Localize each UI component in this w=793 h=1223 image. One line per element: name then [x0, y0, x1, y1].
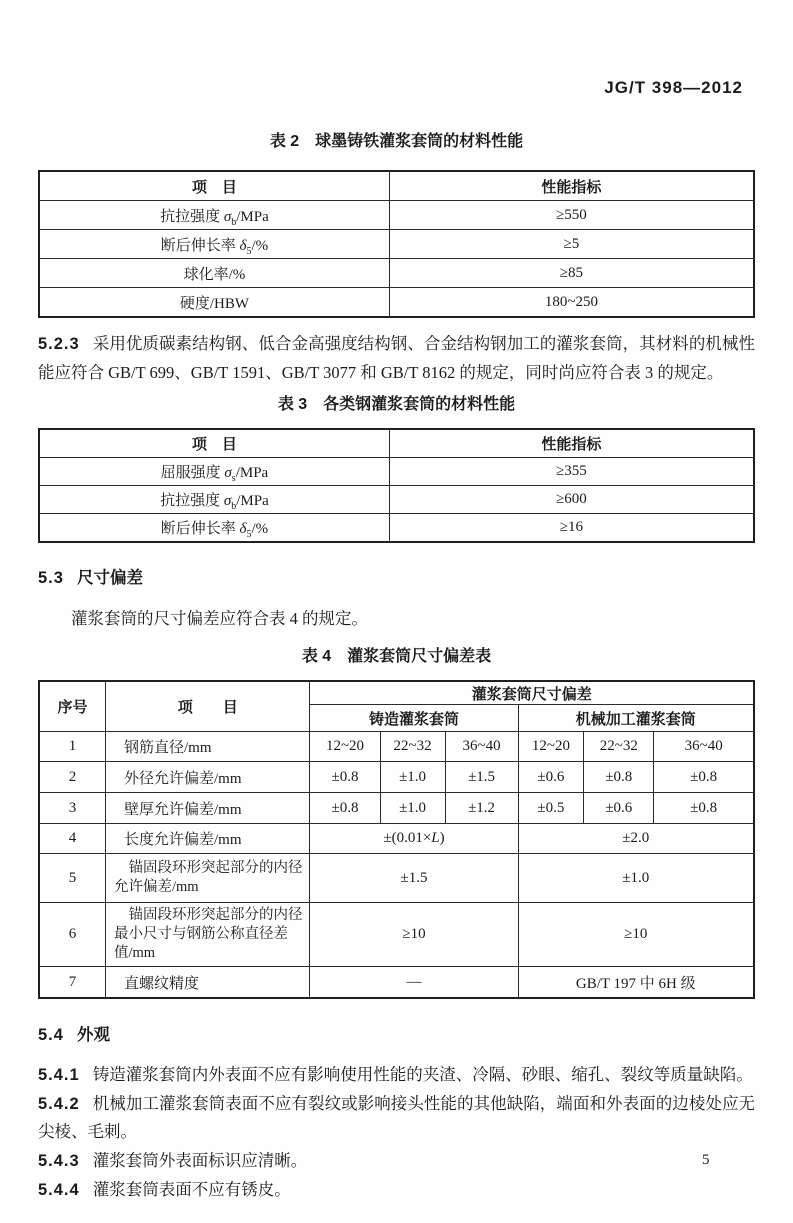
table-row [39, 762, 754, 793]
table-2-material-properties-ductile-iron [38, 170, 755, 318]
table-4-dimension-tolerances [38, 680, 755, 999]
length-variable: L [431, 830, 440, 846]
clause-5-4-4 [38, 1176, 755, 1204]
table-row [39, 732, 754, 762]
table-row [39, 967, 754, 999]
section-number: 5.3 [38, 569, 64, 587]
symbol: σ [223, 493, 232, 509]
section-number: 5.4 [38, 1026, 64, 1044]
symbol-subscript: 5 [246, 245, 252, 257]
section-title: 外观 [76, 1026, 110, 1044]
table2-col-index: 性能指标 [389, 171, 754, 201]
section-5-3-heading [38, 567, 755, 589]
label-part: 屈服强度 [160, 465, 225, 481]
table4-group-cast: 铸造灌浆套筒 [310, 705, 518, 732]
item-cell: 壁厚允许偏差/mm [105, 793, 309, 824]
item-cell: 锚固段环形突起部分的内径最小尺寸与钢筋公称直径差值/mm [105, 903, 309, 967]
clause-number: 5.4.4 [38, 1181, 80, 1199]
value-cell: ±0.8 [584, 762, 654, 793]
value-cell: ±1.0 [380, 793, 445, 824]
label-part: /% [251, 521, 269, 537]
clause-number: 5.4.3 [38, 1152, 80, 1170]
label-part: 断后伸长率 [160, 237, 240, 254]
item-cell: 钢筋直径/mm [105, 732, 309, 762]
section-title: 尺寸偏差 [76, 569, 143, 587]
value-cell: ≥5 [389, 230, 754, 259]
table-row [39, 854, 754, 903]
value-cell-cast: — [310, 967, 518, 999]
value-cell-machined: ±1.0 [518, 854, 754, 903]
item-cell: 外径允许偏差/mm [105, 762, 309, 793]
symbol-subscript: b [231, 216, 237, 228]
table-row [39, 259, 754, 288]
item-cell [39, 514, 389, 543]
table-row [39, 824, 754, 854]
value-part: ±(0.01× [383, 830, 432, 846]
value-cell-cast: ≥10 [310, 903, 518, 967]
seq-cell: 5 [39, 854, 105, 903]
item-cell: 直螺纹精度 [105, 967, 309, 999]
item-cell [39, 201, 389, 230]
value-cell: ±0.8 [310, 762, 380, 793]
value-cell: ±1.5 [445, 762, 518, 793]
table4-group-title: 灌浆套筒尺寸偏差 [310, 681, 754, 705]
label-part: 抗拉强度 [160, 208, 224, 225]
value-cell-machined: ±2.0 [518, 824, 754, 854]
table4-col-seq: 序号 [39, 681, 105, 732]
table4-header-row-1 [39, 681, 754, 705]
value-cell: 180~250 [389, 288, 754, 318]
table-row [39, 288, 754, 318]
item-cell [39, 230, 389, 259]
table-row [39, 230, 754, 259]
table3-caption: 表 3 各类钢灌浆套筒的材料性能 [277, 396, 516, 413]
clause-text: 灌浆套筒表面不应有锈皮。 [92, 1180, 291, 1199]
table-row [39, 793, 754, 824]
value-cell-cast [310, 824, 518, 854]
value-cell: ±0.8 [310, 793, 380, 824]
item-cell: 锚固段环形突起部分的内径允许偏差/mm [105, 854, 309, 903]
symbol: σ [223, 208, 232, 225]
value-cell-cast: ±1.5 [310, 854, 518, 903]
clause-number: 5.4.2 [38, 1095, 80, 1113]
table4-col-item: 项 目 [105, 681, 309, 732]
item-cell: 硬度/HBW [39, 288, 389, 318]
table3-col-item: 项 目 [39, 429, 389, 458]
symbol-subscript: b [231, 501, 237, 512]
table-row [39, 486, 754, 514]
clause-5-2-3 [38, 330, 755, 386]
table-row [39, 903, 754, 967]
value-cell: 22~32 [380, 732, 445, 762]
value-cell: ±1.2 [445, 793, 518, 824]
symbol: δ [239, 521, 247, 537]
value-cell: ≥16 [389, 514, 754, 543]
table3-header-row [39, 429, 754, 458]
table4-group-machined: 机械加工灌浆套筒 [518, 705, 754, 732]
label-part: /MPa [236, 208, 269, 225]
item-cell: 球化率/% [39, 259, 389, 288]
item-cell: 长度允许偏差/mm [105, 824, 309, 854]
value-cell: ≥85 [389, 259, 754, 288]
clause-5-4-2 [38, 1090, 755, 1146]
clause-text: 采用优质碳素结构钢、低合金高强度结构钢、合金结构钢加工的灌浆套筒，其材料的机械性能应符合 GB/T 699、GB/T 1591、GB/T 3077 和 GB/T 8162 的规定，同时尚应符合表 3 的规定。 [38, 334, 755, 382]
value-cell: ≥550 [389, 201, 754, 230]
clause-text: 铸造灌浆套筒内外表面不应有影响使用性能的夹渣、冷隔、砂眼、缩孔、裂纹等质量缺陷。 [92, 1065, 753, 1084]
label-part: /MPa [235, 465, 269, 481]
value-cell: ±0.8 [654, 793, 754, 824]
label-part: /% [251, 237, 269, 254]
label-part: 抗拉强度 [160, 493, 224, 509]
value-cell: 12~20 [518, 732, 584, 762]
symbol-subscript: s [231, 473, 236, 484]
seq-cell: 1 [39, 732, 105, 762]
value-cell: ±1.0 [380, 762, 445, 793]
seq-cell: 3 [39, 793, 105, 824]
label-part: /MPa [236, 493, 269, 509]
clause-5-4-3 [38, 1147, 755, 1175]
item-cell [39, 486, 389, 514]
value-cell: ≥355 [389, 458, 754, 486]
page-number: 5 [702, 1152, 710, 1168]
clause-5-4-1 [38, 1061, 755, 1089]
clause-number: 5.2.3 [38, 335, 80, 353]
symbol: σ [224, 465, 232, 481]
value-cell: 12~20 [310, 732, 380, 762]
symbol-subscript: 5 [246, 529, 252, 540]
seq-cell: 4 [39, 824, 105, 854]
value-cell: ±0.6 [584, 793, 654, 824]
value-cell-machined: ≥10 [518, 903, 754, 967]
table-row [39, 458, 754, 486]
table-row [39, 514, 754, 543]
value-cell: 36~40 [654, 732, 754, 762]
value-cell: ≥600 [389, 486, 754, 514]
symbol: δ [239, 237, 247, 254]
seq-cell: 7 [39, 967, 105, 999]
seq-cell: 6 [39, 903, 105, 967]
value-part: ) [439, 830, 445, 846]
value-cell: ±0.8 [654, 762, 754, 793]
seq-cell: 2 [39, 762, 105, 793]
table2-header-row [39, 171, 754, 201]
value-cell: 22~32 [584, 732, 654, 762]
item-cell [39, 458, 389, 486]
value-cell-machined: GB/T 197 中 6H 级 [518, 967, 754, 999]
clause-text: 机械加工灌浆套筒表面不应有裂纹或影响接头性能的其他缺陷，端面和外表面的边棱处应无尖棱、毛刺。 [38, 1094, 755, 1141]
label-part: 断后伸长率 [160, 521, 240, 537]
table3-col-index: 性能指标 [389, 429, 754, 458]
value-cell: ±0.6 [518, 762, 584, 793]
table2-col-item: 项 目 [39, 171, 389, 201]
table2-caption: 表 2 球墨铸铁灌浆套筒的材料性能 [269, 133, 524, 150]
value-cell: 36~40 [445, 732, 518, 762]
table-3-material-properties-steel [38, 428, 755, 543]
section-5-3-body: 灌浆套筒的尺寸偏差应符合表 4 的规定。 [71, 609, 368, 628]
clause-text: 灌浆套筒外表面标识应清晰。 [92, 1151, 308, 1170]
standard-code-header: JG/T 398—2012 [604, 78, 743, 97]
section-5-4-heading [38, 1024, 755, 1046]
table4-caption: 表 4 灌浆套筒尺寸偏差表 [301, 648, 492, 665]
clause-number: 5.4.1 [38, 1066, 80, 1084]
value-cell: ±0.5 [518, 793, 584, 824]
table-row [39, 201, 754, 230]
